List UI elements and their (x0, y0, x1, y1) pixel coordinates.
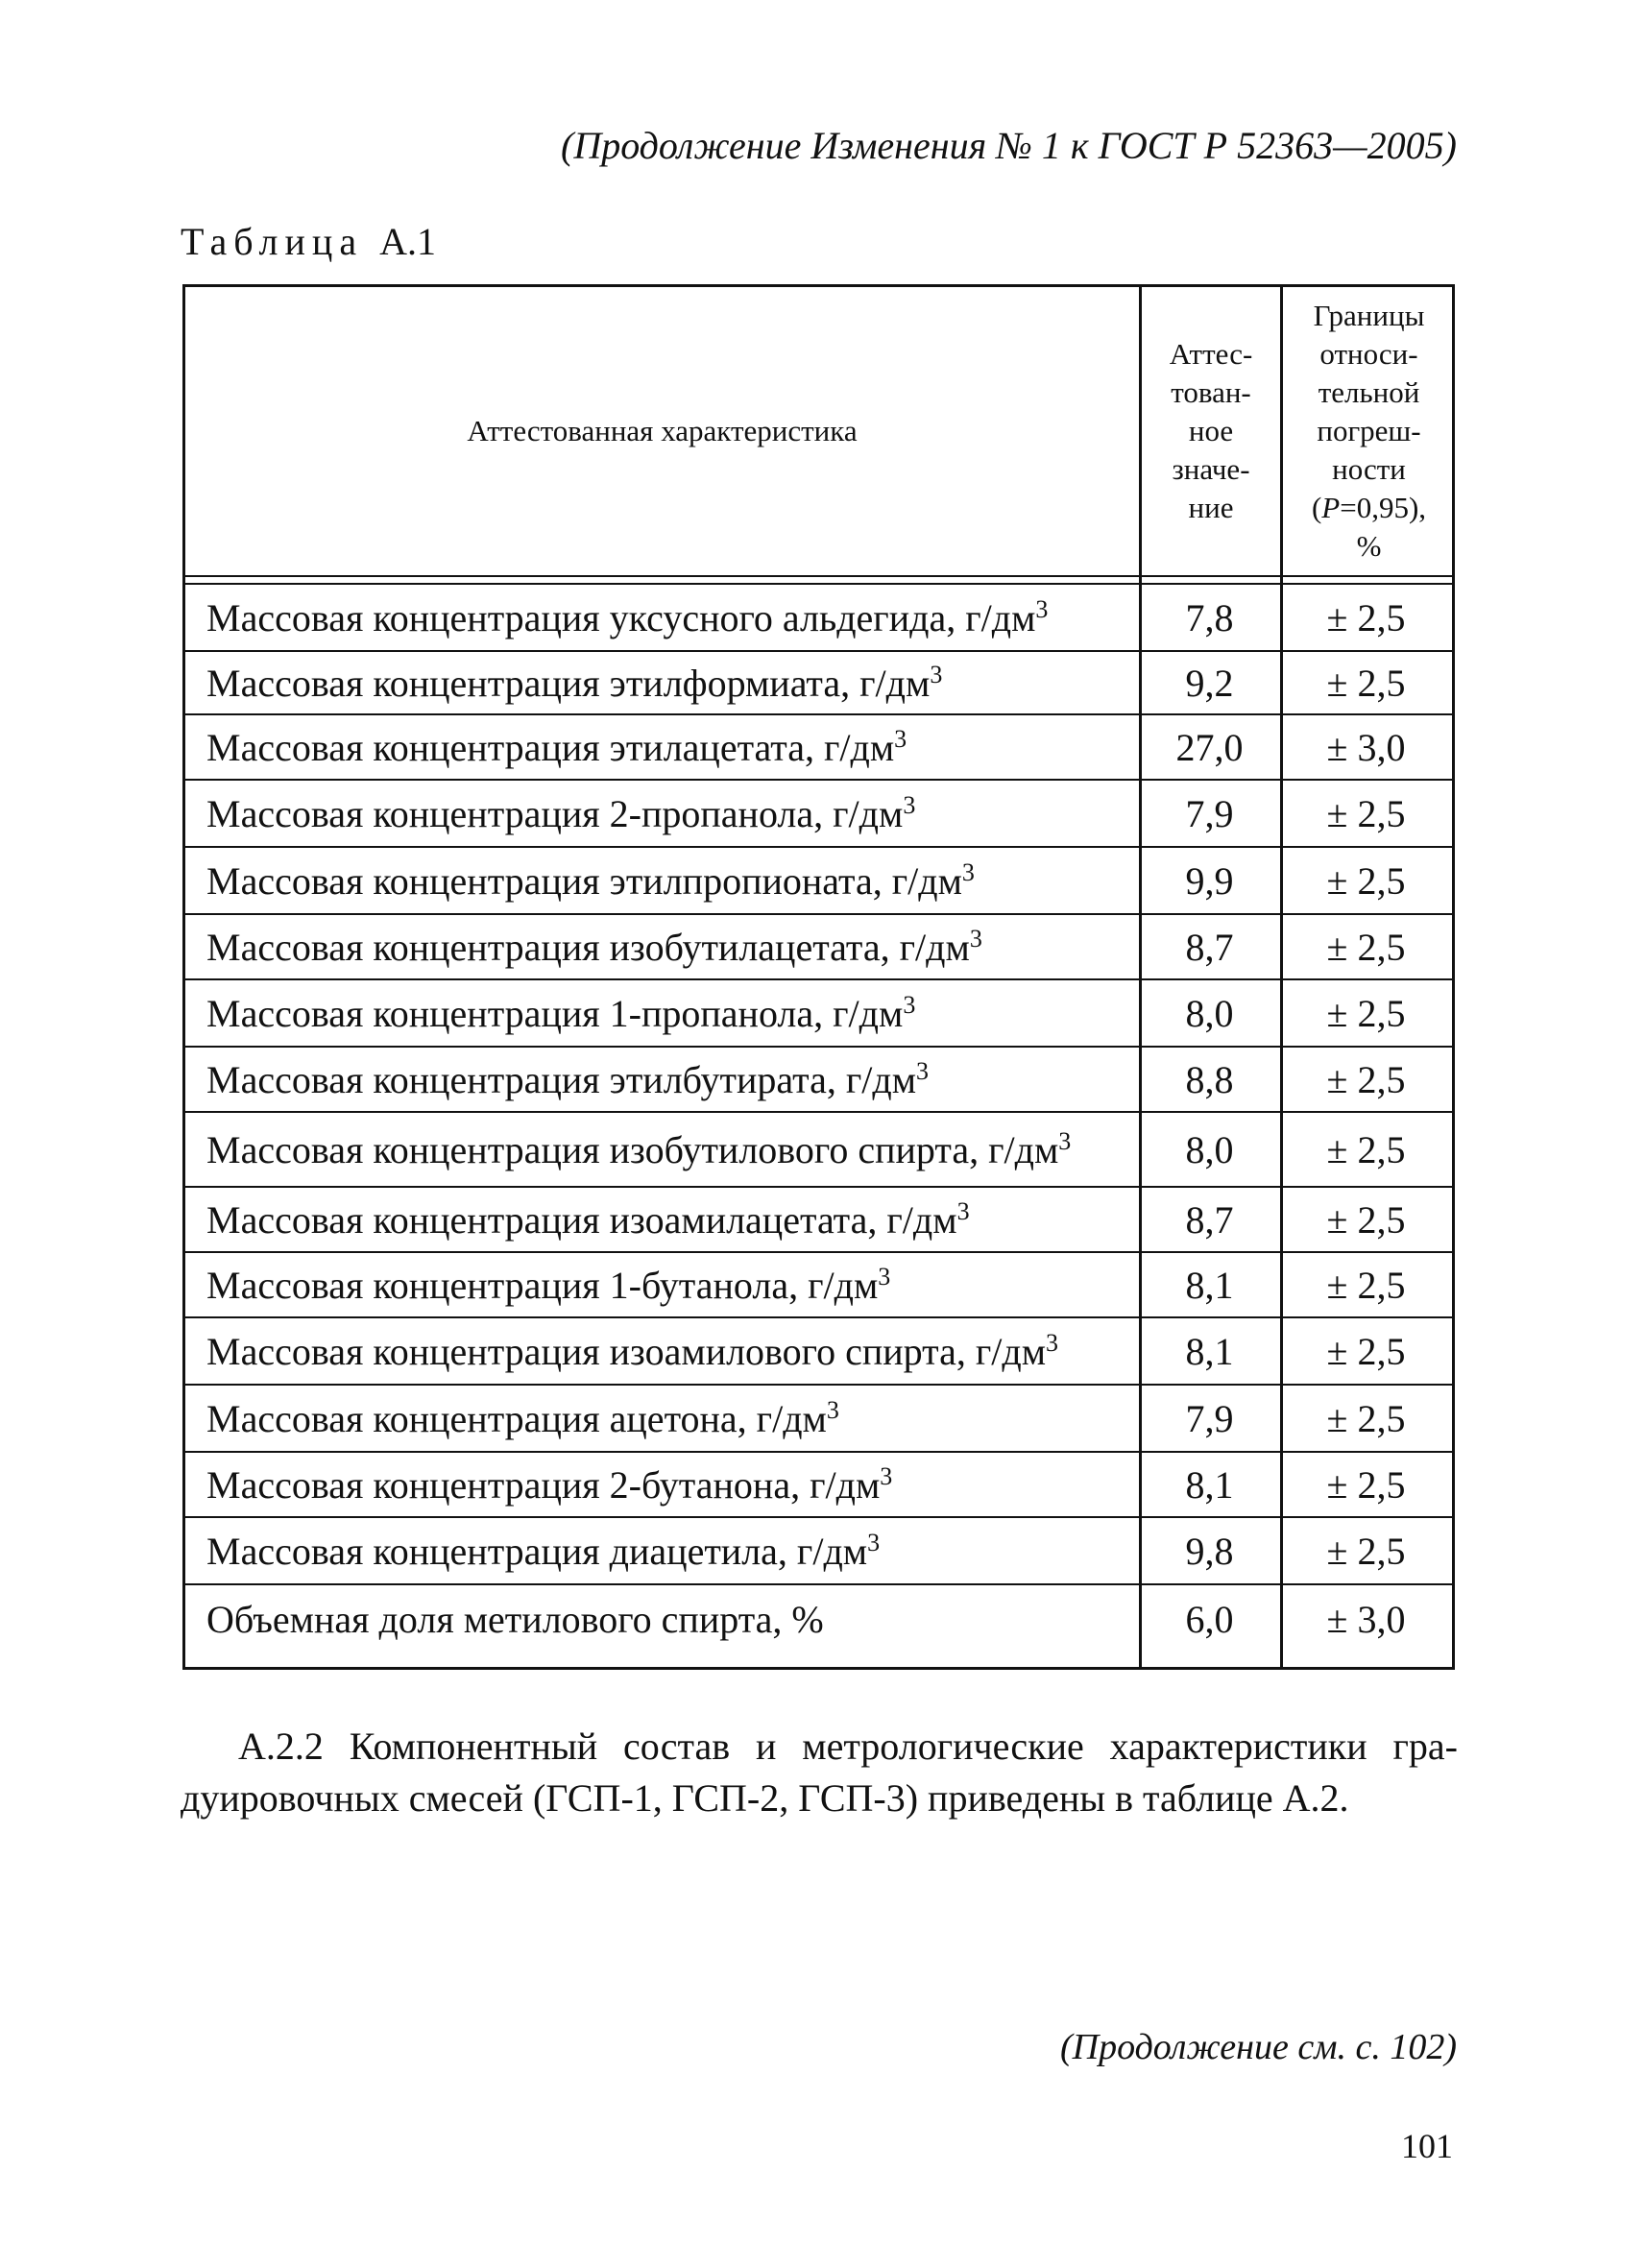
table-row (185, 1318, 1452, 1386)
table-row (185, 781, 1452, 848)
table-row (185, 1585, 1452, 1653)
cell-error: ± 2,5 (1326, 858, 1406, 903)
cell-characteristic (185, 1597, 1139, 1642)
cell-error: ± 3,0 (1326, 725, 1406, 769)
cell-characteristic (185, 1529, 1139, 1574)
cell-value: 9,8 (1185, 1529, 1234, 1573)
paragraph-line-2: дуировочных смесей (ГСП-1, ГСП-2, ГСП-3) приведены в таблице А.2. (181, 1776, 1349, 1820)
cell-error: ± 2,5 (1326, 1396, 1406, 1440)
unit-exponent: 3 (867, 1528, 881, 1556)
continuation-note: (Продолжение см. с. 102) (1059, 2027, 1457, 2067)
cell-error: ± 2,5 (1326, 1057, 1406, 1101)
header-error-line: относи- (1319, 337, 1418, 371)
unit-exponent: 3 (880, 1461, 893, 1490)
table-row (185, 1518, 1452, 1585)
cell-characteristic (185, 991, 1139, 1036)
unit-exponent: 3 (930, 660, 943, 688)
cell-characteristic (185, 595, 1139, 640)
unit-exponent: 3 (956, 1196, 970, 1225)
table-row (185, 1188, 1452, 1253)
table-row (185, 1453, 1452, 1518)
header-error-line: (P=0,95), (1311, 491, 1427, 524)
header-value-line: Аттес- (1169, 337, 1253, 371)
cell-value: 8,0 (1185, 1127, 1234, 1171)
characteristic-name: Массовая концентрация этилформиата, г/дм (206, 661, 931, 705)
header-value (1142, 287, 1280, 575)
header-error (1283, 287, 1455, 575)
cell-characteristic (185, 1396, 1139, 1441)
cell-value: 6,0 (1185, 1598, 1234, 1641)
unit-exponent: 3 (903, 990, 916, 1019)
cell-characteristic (185, 791, 1139, 836)
unit-exponent: 3 (1058, 1126, 1072, 1155)
characteristic-name: Массовая концентрация 2-бутанона, г/дм (206, 1462, 881, 1507)
characteristic-name: Массовая концентрация диацетила, г/дм (206, 1529, 868, 1573)
page-header: (Продолжение Изменения № 1 к ГОСТ Р 52363—2005) (561, 124, 1457, 167)
header-value-line: ние (1188, 491, 1234, 524)
characteristic-name: Массовая концентрация этилбутирата, г/дм (206, 1057, 917, 1101)
cell-error: ± 2,5 (1326, 1127, 1406, 1171)
cell-error: ± 2,5 (1326, 1329, 1406, 1373)
cell-characteristic (185, 661, 1139, 706)
unit-exponent: 3 (916, 1056, 930, 1085)
characteristic-name: Массовая концентрация 1-пропанола, г/дм (206, 991, 904, 1035)
cell-value: 9,9 (1185, 858, 1234, 903)
cell-error: ± 3,0 (1326, 1598, 1406, 1641)
cell-characteristic (185, 1127, 1139, 1172)
table-row (185, 1253, 1452, 1318)
cell-error: ± 2,5 (1326, 1529, 1406, 1573)
header-separator (185, 575, 1452, 585)
table-row (185, 980, 1452, 1048)
header-error-line: % (1356, 529, 1382, 563)
cell-value: 8,1 (1185, 1462, 1234, 1507)
characteristic-name: Массовая концентрация 2-пропанола, г/дм (206, 791, 904, 835)
table-label-number: А.1 (379, 220, 436, 263)
cell-value: 27,0 (1175, 725, 1244, 769)
cell-value: 8,0 (1185, 991, 1234, 1035)
characteristic-name: Массовая концентрация изобутилацетата, г/дм (206, 925, 970, 969)
cell-characteristic (185, 925, 1139, 970)
header-value-line: тован- (1171, 375, 1251, 409)
header-error-line: тельной (1318, 375, 1420, 409)
header-value-line: значе- (1172, 452, 1250, 486)
unit-exponent: 3 (1035, 594, 1049, 623)
characteristic-name: Массовая концентрация этилпропионата, г/дм (206, 858, 962, 903)
cell-characteristic (185, 725, 1139, 770)
cell-value: 8,1 (1185, 1263, 1234, 1307)
characteristic-name: Массовая концентрация этилацетата, г/дм (206, 725, 895, 769)
characteristic-name: Объемная доля метилового спирта, % (206, 1598, 824, 1641)
page-number: 101 (1401, 2127, 1453, 2165)
unit-exponent: 3 (894, 724, 907, 753)
paragraph-line-1: А.2.2 Компонентный состав и метрологические характеристики гра- (238, 1725, 1458, 1768)
cell-characteristic (185, 1197, 1139, 1243)
cell-characteristic (185, 1462, 1139, 1508)
header-characteristic: Аттестованная характеристика (467, 414, 858, 447)
cell-error: ± 2,5 (1326, 991, 1406, 1035)
unit-exponent: 3 (826, 1395, 839, 1424)
table-row (185, 1113, 1452, 1188)
cell-error: ± 2,5 (1326, 925, 1406, 969)
header-error-line: Границы (1313, 299, 1425, 332)
characteristic-name: Массовая концентрация ацетона, г/дм (206, 1396, 827, 1440)
table-row (185, 915, 1452, 980)
header-error-line: ности (1332, 452, 1406, 486)
characteristic-name: Массовая концентрация изобутилового спирта, г/дм (206, 1127, 1059, 1171)
cell-error: ± 2,5 (1326, 661, 1406, 705)
cell-characteristic (185, 1263, 1139, 1308)
table-row (185, 1386, 1452, 1453)
cell-error: ± 2,5 (1326, 1197, 1406, 1242)
characteristic-name: Массовая концентрация изоамилацетата, г/дм (206, 1197, 957, 1242)
cell-value: 7,9 (1185, 791, 1234, 835)
cell-value: 8,8 (1185, 1057, 1234, 1101)
unit-exponent: 3 (1046, 1328, 1059, 1357)
cell-error: ± 2,5 (1326, 791, 1406, 835)
cell-value: 7,9 (1185, 1396, 1234, 1440)
characteristic-name: Массовая концентрация 1-бутанола, г/дм (206, 1263, 879, 1307)
cell-characteristic (185, 1329, 1139, 1374)
data-table (182, 284, 1455, 1670)
cell-error: ± 2,5 (1326, 1462, 1406, 1507)
unit-exponent: 3 (903, 790, 916, 819)
characteristic-name: Массовая концентрация уксусного альдегида, г/дм (206, 595, 1036, 639)
cell-value: 8,1 (1185, 1329, 1234, 1373)
table-label-word: Таблица (181, 220, 364, 263)
unit-exponent: 3 (878, 1262, 891, 1291)
cell-characteristic (185, 1057, 1139, 1102)
header-value-line: ное (1188, 414, 1234, 447)
cell-value: 7,8 (1185, 595, 1234, 639)
characteristic-name: Массовая концентрация изоамилового спирта, г/дм (206, 1329, 1047, 1373)
unit-exponent: 3 (961, 857, 975, 886)
unit-exponent: 3 (969, 924, 982, 953)
cell-characteristic (185, 858, 1139, 904)
cell-value: 8,7 (1185, 1197, 1234, 1242)
cell-error: ± 2,5 (1326, 595, 1406, 639)
table-row (185, 585, 1452, 652)
table-row (185, 715, 1452, 781)
header-error-line: погреш- (1317, 414, 1421, 447)
cell-error: ± 2,5 (1326, 1263, 1406, 1307)
table-row (185, 848, 1452, 915)
table-row (185, 1048, 1452, 1113)
cell-value: 8,7 (1185, 925, 1234, 969)
cell-value: 9,2 (1185, 661, 1234, 705)
table-label (181, 219, 436, 264)
paragraph (181, 1721, 1458, 1824)
table-row (185, 652, 1452, 715)
